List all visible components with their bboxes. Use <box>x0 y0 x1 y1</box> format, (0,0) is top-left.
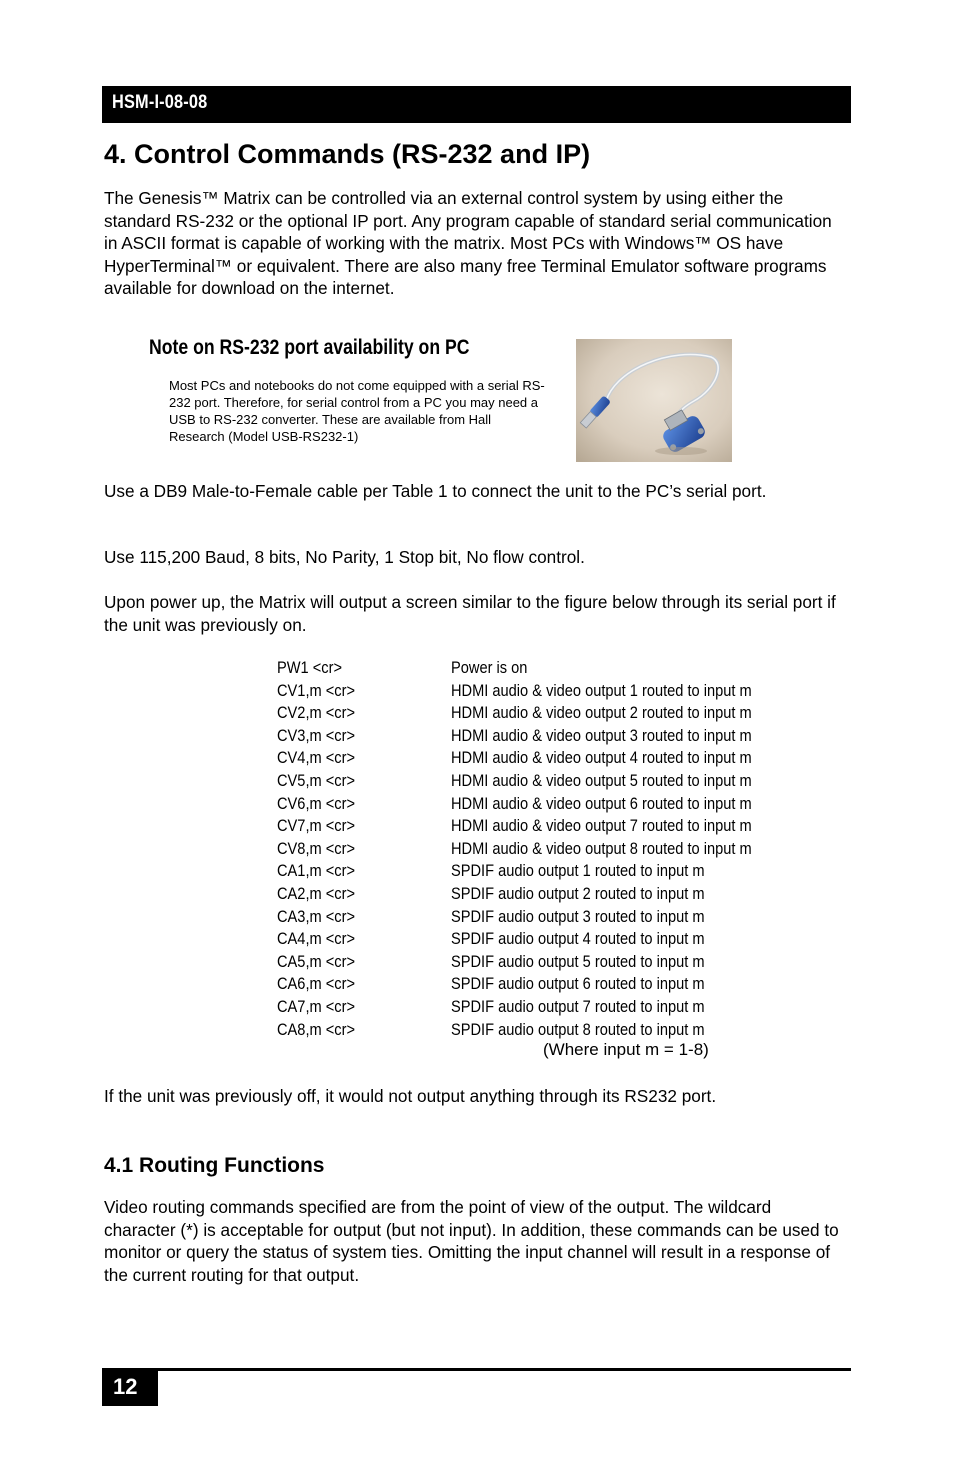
command-code: CV2,m <cr> <box>277 703 356 723</box>
command-description: HDMI audio & video output 2 routed to input m <box>451 703 752 723</box>
powerup-paragraph: Upon power up, the Matrix will output a screen similar to the figure below through its serial port if the unit was previously on. <box>104 592 836 635</box>
command-code: CA1,m <cr> <box>277 861 356 881</box>
unit-off-paragraph: If the unit was previously off, it would not output anything through its RS232 port. <box>104 1086 717 1106</box>
command-description: HDMI audio & video output 6 routed to input m <box>451 793 752 813</box>
command-description: HDMI audio & video output 1 routed to input m <box>451 680 752 700</box>
command-code: CV3,m <cr> <box>277 725 356 745</box>
baud-paragraph: Use 115,200 Baud, 8 bits, No Parity, 1 Stop bit, No flow control. <box>104 547 585 567</box>
note-title: Note on RS-232 port availability on PC <box>149 336 470 359</box>
command-description: Power is on <box>451 658 528 677</box>
command-code: CA2,m <cr> <box>277 883 356 903</box>
command-description: SPDIF audio output 2 routed to input m <box>451 883 705 903</box>
where-note: (Where input m = 1-8) <box>543 1040 709 1059</box>
subsection-title: 4.1 Routing Functions <box>104 1154 325 1177</box>
command-description: HDMI audio & video output 8 routed to input m <box>451 838 752 858</box>
cable-paragraph: Use a DB9 Male-to-Female cable per Table 1 to connect the unit to the PC’s serial port. <box>104 481 767 501</box>
command-code: CV8,m <cr> <box>277 838 356 858</box>
intro-paragraph: The Genesis™ Matrix can be controlled via an external control system by using either the standard RS-232 or the optional IP port. Any program capable of standard serial communication in ASCII format is capable of working with the matrix. Most PCs with Windows™ OS have HyperTerminal™ or equivalent. There are also many free Terminal Emulator software programs available for download on the internet. <box>104 188 832 298</box>
page-number-box <box>102 1368 158 1406</box>
footer-rule <box>102 1368 851 1371</box>
command-code: CA7,m <cr> <box>277 996 356 1016</box>
command-description: SPDIF audio output 6 routed to input m <box>451 974 705 994</box>
command-description: SPDIF audio output 4 routed to input m <box>451 929 705 949</box>
command-description: HDMI audio & video output 3 routed to input m <box>451 725 752 745</box>
command-description: SPDIF audio output 8 routed to input m <box>451 1019 705 1039</box>
command-code: CA3,m <cr> <box>277 906 356 926</box>
command-code: CA4,m <cr> <box>277 929 356 949</box>
page-number: 12 <box>113 1374 138 1399</box>
command-code: CV7,m <cr> <box>277 816 356 836</box>
doc-id: HSM-I-08-08 <box>112 92 208 113</box>
section-title: 4. Control Commands (RS-232 and IP) <box>104 139 591 169</box>
command-description: HDMI audio & video output 5 routed to input m <box>451 770 752 790</box>
command-description: SPDIF audio output 1 routed to input m <box>451 861 705 881</box>
header-bar <box>102 86 851 123</box>
command-code: CA6,m <cr> <box>277 974 356 994</box>
command-code: CA8,m <cr> <box>277 1019 356 1039</box>
usb-rs232-cable-photo <box>576 339 732 462</box>
command-description: SPDIF audio output 7 routed to input m <box>451 996 705 1016</box>
command-code: CV5,m <cr> <box>277 770 356 790</box>
command-code: CA5,m <cr> <box>277 951 356 971</box>
command-code: CV1,m <cr> <box>277 680 356 700</box>
command-code: CV6,m <cr> <box>277 793 356 813</box>
command-code: PW1 <cr> <box>277 658 343 677</box>
note-body: Most PCs and notebooks do not come equipped with a serial RS-232 port. Therefore, for serial control from a PC you may need a USB to RS-232 converter. These are available from Hall Research (Model USB-RS232-1) <box>169 378 545 444</box>
command-code: CV4,m <cr> <box>277 748 356 768</box>
command-description: HDMI audio & video output 4 routed to input m <box>451 748 752 768</box>
command-description: SPDIF audio output 3 routed to input m <box>451 906 705 926</box>
command-description: HDMI audio & video output 7 routed to input m <box>451 816 752 836</box>
command-description: SPDIF audio output 5 routed to input m <box>451 951 705 971</box>
routing-paragraph: Video routing commands specified are from the point of view of the output. The wildcard character (*) is acceptable for output (but not input). In addition, these commands can be used to monitor or query the status of system ties. Omitting the input channel will result in a response of the current routing for that output. <box>104 1197 839 1285</box>
